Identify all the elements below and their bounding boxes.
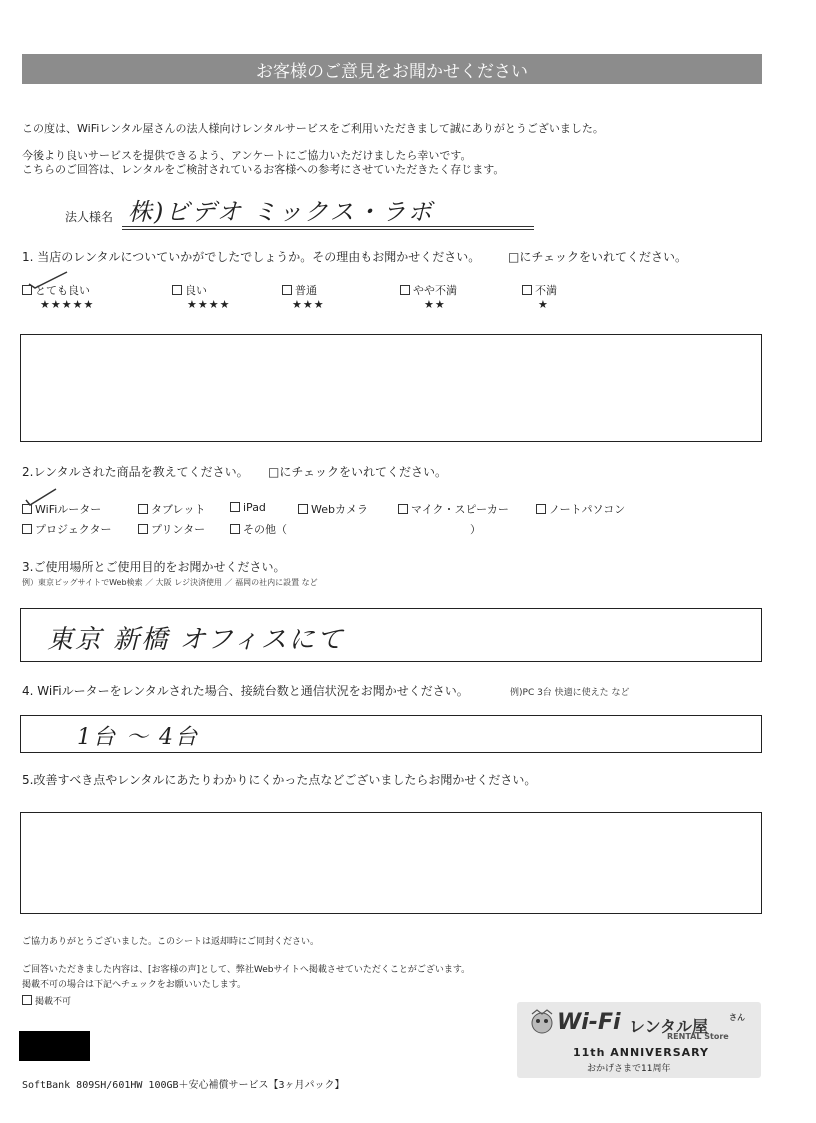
logo-anniversary: 11th ANNIVERSARY [573, 1046, 710, 1059]
checkbox[interactable] [522, 285, 532, 295]
checkbox[interactable] [400, 285, 410, 295]
checkbox[interactable] [282, 285, 292, 295]
logo-tagline: おかげさまで11周年 [587, 1064, 671, 1074]
checkbox[interactable] [230, 524, 240, 534]
q1-answer-box[interactable] [20, 334, 762, 442]
q2-option-laptop[interactable]: ノートパソコン [536, 501, 625, 517]
checkbox[interactable] [536, 504, 546, 514]
logo-sub: RENTAL Store [667, 1032, 729, 1041]
checkbox[interactable] [22, 524, 32, 534]
q4-question: 4. WiFiルーターをレンタルされた場合、接続台数と通信状況をお聞かせください。 [22, 684, 469, 698]
q3-question: 3.ご使用場所とご使用目的をお聞かせください。 [22, 560, 286, 574]
q3-answer-box[interactable] [20, 608, 762, 662]
handwritten-check-icon [27, 268, 71, 290]
q1-option-dissatisfied[interactable]: 不満 [522, 282, 557, 298]
q1-stars-3: ★★★ [292, 298, 325, 311]
checkbox[interactable] [230, 502, 240, 512]
q1-stars-4: ★★★★ [187, 298, 231, 311]
q1-option-normal[interactable]: 普通 [282, 282, 317, 298]
intro-line-1: この度は、WiFiレンタル屋さんの法人様向けレンタルサービスをご利用いただきまして誠にありがとうございました。 [22, 122, 604, 135]
page-title-banner [22, 54, 762, 84]
q2-other-close-paren: ） [470, 523, 481, 536]
q2-option-web-camera[interactable]: Webカメラ [298, 501, 368, 517]
q2-option-printer[interactable]: プリンター [138, 521, 205, 537]
q2-option-tablet[interactable]: タブレット [138, 501, 205, 517]
q5-answer-box[interactable] [20, 812, 762, 914]
company-label: 法人様名 [65, 210, 114, 224]
q1-option-very-good[interactable]: とても良い [22, 282, 90, 298]
q2-question: 2.レンタルされた商品を教えてください。 [22, 465, 249, 479]
no-publish-option[interactable]: 掲載不可 [22, 994, 71, 1007]
q4-answer-handwritten: 1台 ～ 4台 [77, 725, 199, 750]
checkbox[interactable] [22, 995, 32, 1005]
footer-notice-1: ご回答いただきました内容は、[お客様の声]として、弊社Webサイトへ掲載させていただくことがございます。 [22, 965, 471, 975]
q2-option-other[interactable]: その他（ [230, 521, 287, 537]
checkbox[interactable] [172, 285, 182, 295]
checkbox[interactable] [138, 524, 148, 534]
q1-question: 1. 当店のレンタルについていかがでしたでしょうか。その理由もお聞かせください。 [22, 250, 481, 264]
redaction-block [19, 1031, 90, 1061]
brand-logo [517, 1002, 761, 1078]
q1-stars-5: ★★★★★ [40, 298, 95, 311]
intro-line-3: こちらのご回答は、レンタルをご検討されているお客様への参考にさせていただきたく存じます。 [22, 163, 505, 176]
company-underline [122, 226, 534, 227]
q5-question: 5.改善すべき点やレンタルにあたりわかりにくかった点などございましたらお聞かせください。 [22, 773, 537, 787]
footer-notice-2: 掲載不可の場合は下記へチェックをお願いいたします。 [22, 980, 247, 990]
q1-option-somewhat-dissatisfied[interactable]: やや不満 [400, 282, 457, 298]
q3-example: 例）東京ビッグサイトでWeb検索 ／ 大阪 レジ決済使用 ／ 福岡の社内に設置 など [22, 578, 318, 587]
checkbox[interactable] [298, 504, 308, 514]
company-underline-2 [122, 229, 534, 230]
footer-thanks: ご協力ありがとうございました。このシートは返却時にご同封ください。 [22, 937, 320, 947]
logo-brand-small: さん [729, 1013, 745, 1022]
q3-answer-handwritten: 東京 新橋 オフィスにて [47, 625, 345, 655]
q2-option-wifi-router[interactable]: WiFiルーター [22, 501, 101, 517]
intro-line-2: 今後より良いサービスを提供できるよう、アンケートにご協力いただけましたら幸いです。 [22, 149, 472, 162]
q4-example: 例)PC 3台 快適に使えた など [510, 688, 630, 698]
page-title: お客様のご意見をお聞かせください [256, 61, 528, 82]
q2-option-projector[interactable]: プロジェクター [22, 521, 112, 537]
handwritten-check-icon [24, 486, 60, 508]
q2-option-ipad[interactable]: iPad [230, 501, 266, 514]
q2-note: □にチェックをいれてください。 [268, 465, 447, 479]
company-name-handwritten[interactable]: 株)ビデオ ミックス・ラボ [128, 198, 434, 226]
logo-brand-suffix: レンタル屋 [629, 1017, 708, 1036]
logo-brand: Wi-Fi [557, 1010, 621, 1035]
mascot-icon [527, 1008, 557, 1034]
q4-answer-box[interactable] [20, 715, 762, 753]
q1-option-good[interactable]: 良い [172, 282, 207, 298]
q1-stars-1: ★ [538, 298, 549, 311]
q2-option-mic-speaker[interactable]: マイク・スピーカー [398, 501, 509, 517]
q1-stars-2: ★★ [424, 298, 446, 311]
product-info: SoftBank 809SH/601HW 100GB＋安心補償サービス【3ヶ月パック】 [22, 1080, 345, 1091]
checkbox[interactable] [138, 504, 148, 514]
q1-note: □にチェックをいれてください。 [508, 250, 687, 264]
checkbox[interactable] [398, 504, 408, 514]
